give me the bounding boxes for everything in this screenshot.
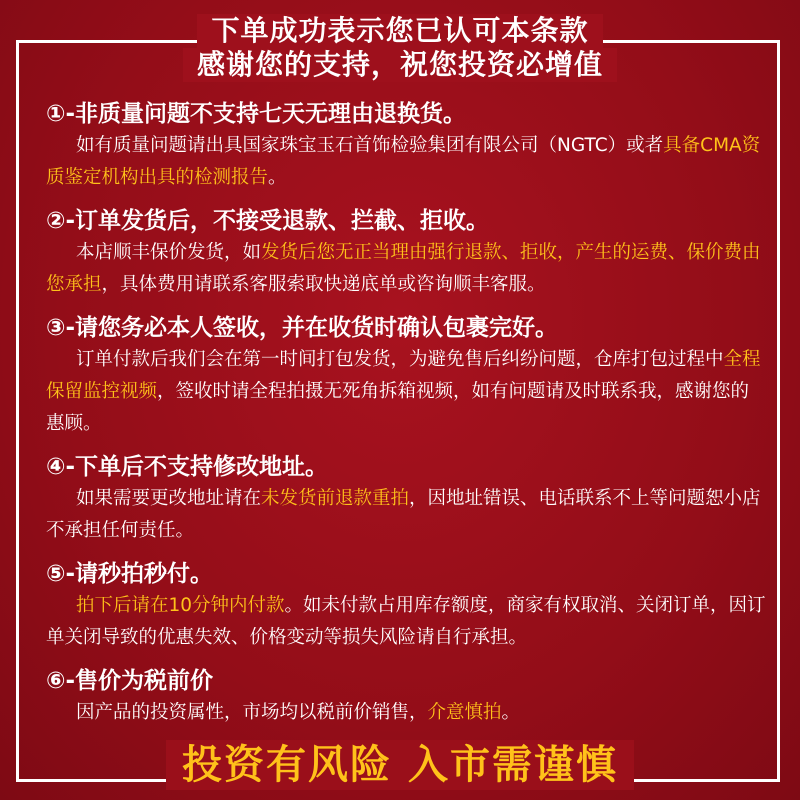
footer (0, 740, 800, 790)
risk-warning: 投资有风险 入市需谨慎 (166, 740, 634, 790)
highlight-text: 全程保留监控视频 (46, 349, 761, 402)
highlight-text: 拍下后请在10分钟内付款 (76, 595, 285, 616)
term-title: ⑤-请秒拍秒付。 (46, 561, 214, 587)
term-section (46, 558, 766, 654)
body-text: ，因地址错误、电话联系不上等问题恕小店不承担任何责任。 (46, 488, 761, 541)
highlight-text: 发货后您无正当理由强行退款、拒收，产生的运费、保价费由您承担 (46, 242, 761, 295)
body-text: 如有质量问题请出具国家珠宝玉石首饰检验集团有限公司（NGTC）或者 (76, 135, 664, 156)
header-line-2: 感谢您的支持，祝您投资必增值 (183, 48, 617, 82)
body-text: ，具体费用请联系客服索取快递底单或咨询顺丰客服。 (101, 274, 546, 295)
body-text: 因产品的投资属性，市场均以税前价销售， (76, 702, 428, 723)
header (0, 14, 800, 82)
term-body (46, 590, 766, 654)
term-section (46, 451, 766, 547)
highlight-text: 未发货前退款重拍 (261, 488, 410, 509)
term-section (46, 312, 766, 440)
term-title: ⑥-售价为税前价 (46, 668, 214, 694)
body-text: 订单付款后我们会在第一时间打包发货，为避免售后纠纷问题，仓库打包过程中 (76, 349, 724, 370)
term-title: ③-请您务必本人签收，并在收货时确认包裹完好。 (46, 315, 559, 341)
body-text: 本店顺丰保价发货，如 (76, 242, 262, 263)
highlight-text: 介意慎拍 (427, 702, 502, 723)
highlight-text: 具备CMA资质鉴定机构出具的检测报告 (46, 135, 761, 188)
body-text: 如果需要更改地址请在 (76, 488, 262, 509)
term-body (46, 697, 766, 729)
body-text: ，签收时请全程拍摄无死角拆箱视频，如有问题请及时联系我，感谢您的惠顾。 (46, 381, 750, 434)
term-section (46, 205, 766, 301)
term-title: ④-下单后不支持修改地址。 (46, 454, 329, 480)
term-section (46, 665, 766, 729)
term-body (46, 130, 766, 194)
term-body (46, 237, 766, 301)
terms-list (46, 98, 766, 740)
header-line-1: 下单成功表示您已认可本条款 (197, 14, 602, 48)
term-title: ②-订单发货后，不接受退款、拦截、拒收。 (46, 208, 490, 234)
term-body (46, 483, 766, 547)
term-section (46, 98, 766, 194)
body-text: 。 (268, 167, 287, 188)
body-text: 。如未付款占用库存额度，商家有权取消、关闭订单，因订单关闭导致的优惠失效、价格变动等损失风险请自行承担。 (46, 595, 766, 648)
body-text: 。 (501, 702, 521, 723)
term-body (46, 344, 766, 440)
term-title: ①-非质量问题不支持七天无理由退换货。 (46, 101, 467, 127)
